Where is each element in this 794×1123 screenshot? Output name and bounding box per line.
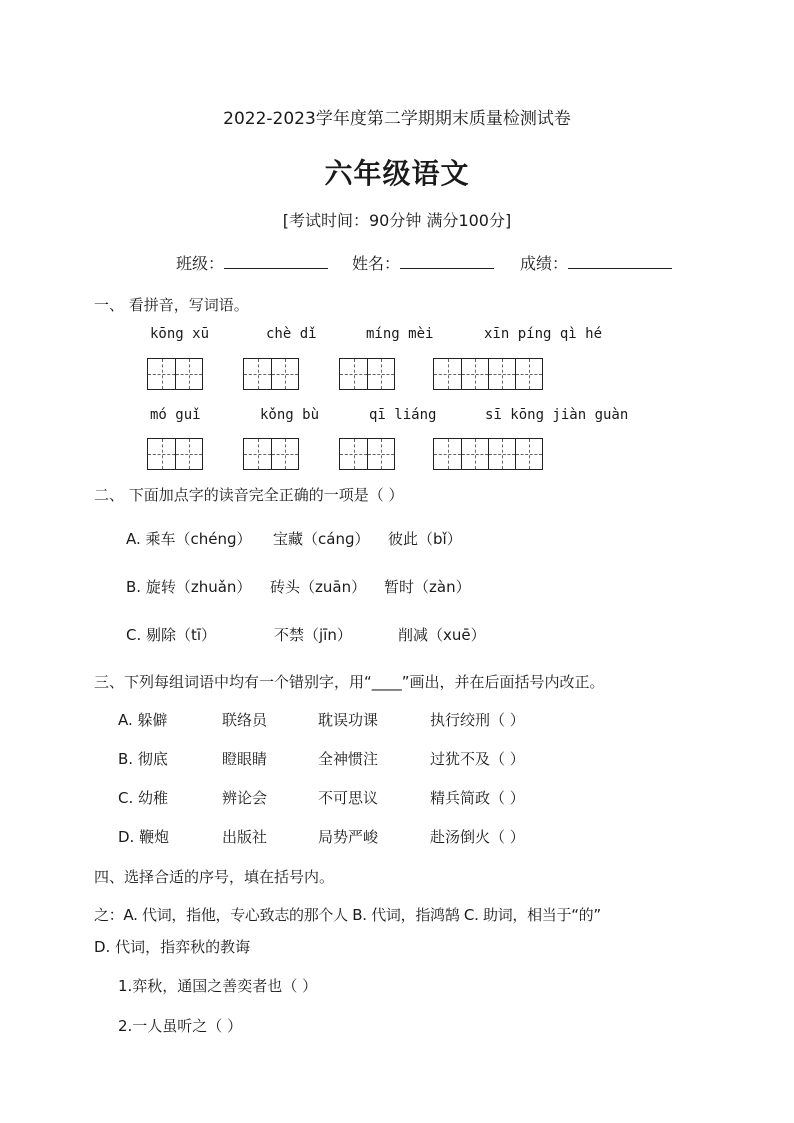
q1-heading: 一、 看拼音，写词语。	[94, 296, 249, 314]
writing-cell[interactable]	[367, 439, 394, 469]
q3-row-c-4: 精兵简政（ ）	[430, 789, 525, 807]
q2-option-b: B. 旋转（zhuǎn）	[126, 578, 252, 596]
q2-option-c-word3: 削减（xuē）	[398, 626, 486, 644]
writing-cell[interactable]	[488, 359, 515, 389]
exam-title: 2022-2023学年度第二学期期末质量检测试卷	[223, 109, 571, 129]
q2-option-c: C. 剔除（tī）	[126, 626, 217, 644]
q2-option-b-word2: 砖头（zuān）	[270, 578, 367, 596]
writing-cell[interactable]	[244, 439, 271, 469]
q3-row-b-1: B. 彻底	[118, 750, 168, 768]
writing-cell[interactable]	[461, 359, 488, 389]
pinyin-label: kōng xū	[150, 326, 210, 342]
writing-cell[interactable]	[340, 359, 367, 389]
q3-row-d-4: 赴汤倒火（ ）	[430, 828, 525, 846]
pinyin-label: míng mèi	[366, 326, 434, 342]
q2-option-b-word3: 暂时（zàn）	[384, 578, 471, 596]
score-blank[interactable]	[568, 250, 672, 269]
writing-box[interactable]	[243, 438, 299, 470]
writing-cell[interactable]	[148, 439, 175, 469]
pinyin-label: mó guǐ	[150, 407, 201, 423]
q4-item-1: 1.弈秋，通国之善奕者也（ ）	[118, 977, 318, 995]
writing-cell[interactable]	[434, 359, 461, 389]
pinyin-label: qī liáng	[369, 407, 437, 423]
writing-box[interactable]	[339, 438, 395, 470]
score-label: 成绩：	[520, 254, 569, 273]
writing-box[interactable]	[147, 438, 203, 470]
q4-heading: 四、选择合适的序号，填在括号内。	[94, 868, 335, 886]
q3-heading: 三、下列每组词语中均有一个错别字，用“____”画出，并在后面括号内改正。	[94, 673, 605, 691]
class-label: 班级：	[176, 254, 225, 273]
writing-cell[interactable]	[271, 359, 298, 389]
score-field	[520, 250, 672, 274]
name-label: 姓名：	[352, 254, 401, 273]
pinyin-label: xīn píng qì hé	[484, 326, 603, 342]
writing-box[interactable]	[433, 358, 543, 390]
q3-row-b-2: 瞪眼睛	[222, 750, 268, 768]
exam-info: [考试时间：90分钟 满分100分]	[282, 211, 512, 230]
writing-cell[interactable]	[434, 439, 461, 469]
writing-cell[interactable]	[515, 439, 542, 469]
writing-cell[interactable]	[175, 359, 202, 389]
name-field	[352, 250, 494, 274]
writing-box[interactable]	[147, 358, 203, 390]
q2-option-a: A. 乘车（chénɡ）	[126, 530, 252, 548]
q3-row-c-3: 不可思议	[318, 789, 379, 807]
q3-row-a-2: 联络员	[222, 711, 268, 729]
pinyin-label: kǒng bù	[260, 407, 320, 423]
q3-row-c-1: C. 幼稚	[118, 789, 169, 807]
writing-cell[interactable]	[175, 439, 202, 469]
pinyin-label: chè dǐ	[266, 326, 317, 342]
q4-definitions-line1: 之：A. 代词，指他，专心致志的那个人 B. 代词，指鸿鹄 C. 助词，相当于“的”	[94, 906, 601, 924]
writing-box[interactable]	[339, 358, 395, 390]
writing-cell[interactable]	[148, 359, 175, 389]
writing-box[interactable]	[243, 358, 299, 390]
writing-cell[interactable]	[244, 359, 271, 389]
q2-option-c-word2: 不禁（jīn）	[274, 626, 352, 644]
q4-definitions-line2: D. 代词，指弈秋的教诲	[94, 938, 251, 956]
writing-cell[interactable]	[461, 439, 488, 469]
writing-cell[interactable]	[515, 359, 542, 389]
name-blank[interactable]	[400, 250, 494, 269]
class-field	[176, 250, 328, 274]
q2-option-a-word3: 彼此（bǐ）	[388, 530, 462, 548]
q3-row-d-1: D. 鞭炮	[118, 828, 170, 846]
q3-row-d-3: 局势严峻	[318, 828, 379, 846]
q3-row-a-3: 耽误功课	[318, 711, 379, 729]
q3-row-b-3: 全神惯注	[318, 750, 379, 768]
q3-row-a-4: 执行绞刑（ ）	[430, 711, 525, 729]
subject-title: 六年级语文	[324, 157, 470, 190]
writing-box[interactable]	[433, 438, 543, 470]
q3-row-b-4: 过犹不及（ ）	[430, 750, 525, 768]
writing-cell[interactable]	[271, 439, 298, 469]
q3-row-c-2: 辨论会	[222, 789, 268, 807]
q4-item-2: 2.一人虽听之（ ）	[118, 1017, 243, 1035]
pinyin-label: sī kōng jiàn guàn	[485, 407, 629, 423]
class-blank[interactable]	[224, 250, 328, 269]
writing-cell[interactable]	[340, 439, 367, 469]
q2-heading: 二、 下面加点字的读音完全正确的一项是（ ）	[94, 486, 404, 504]
q3-row-d-2: 出版社	[222, 828, 268, 846]
q3-row-a-1: A. 躲僻	[118, 711, 168, 729]
q2-option-a-word2: 宝藏（cánɡ）	[273, 530, 370, 548]
writing-cell[interactable]	[488, 439, 515, 469]
writing-cell[interactable]	[367, 359, 394, 389]
